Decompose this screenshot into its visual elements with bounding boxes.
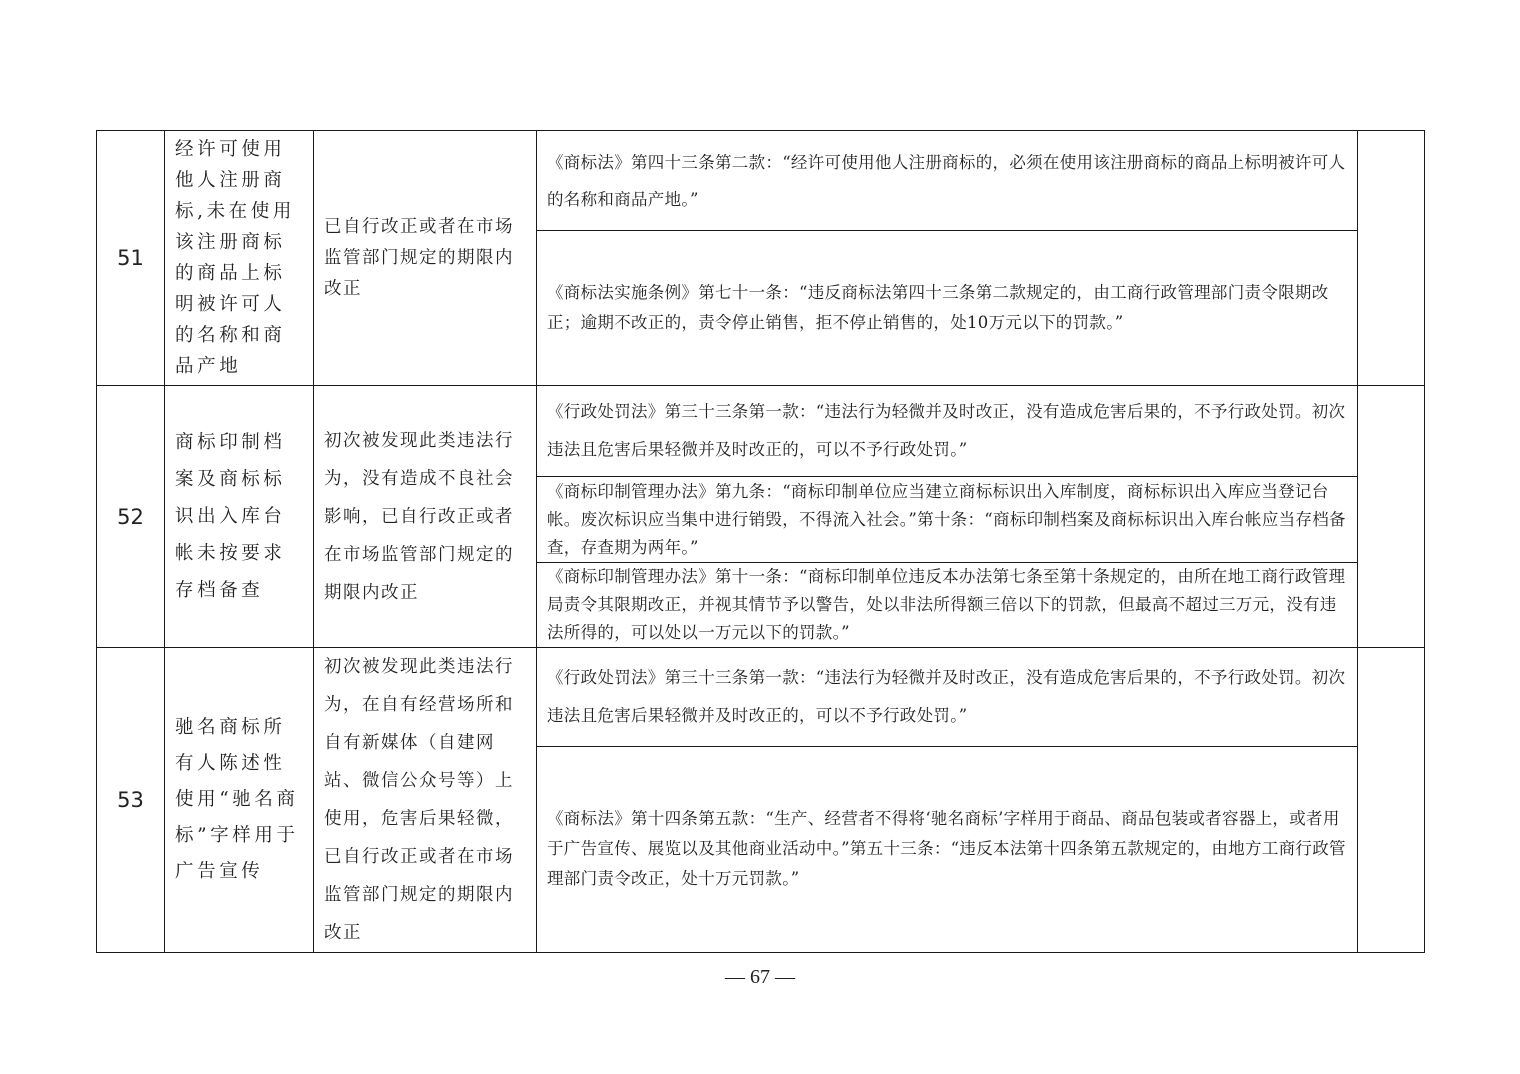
row-number: 53 [97, 648, 165, 953]
legal-basis-cell: 《行政处罚法》第三十三条第一款：“违法行为轻微并及时改正，没有造成危害后果的，不予行政处罚。初次违法且危害后果轻微并及时改正的，可以不予行政处罚。” [537, 648, 1358, 747]
legal-basis-cell: 《商标法实施条例》第七十一条：“违反商标法第四十三条第二款规定的，由工商行政管理部门责令限期改正；逾期不改正的，责令停止销售，拒不停止销售的，处10万元以下的罚款。” [537, 231, 1358, 386]
violation-cell: 经许可使用他人注册商标,未在使用该注册商标的商品上标明被许可人的名称和商品产地 [165, 131, 314, 386]
regulation-table [96, 130, 1425, 953]
legal-basis-cell: 《行政处罚法》第三十三条第一款：“违法行为轻微并及时改正，没有造成危害后果的，不予行政处罚。初次违法且危害后果轻微并及时改正的，可以不予行政处罚。” [537, 386, 1358, 477]
row-number: 51 [97, 131, 165, 386]
legal-basis-cell: 《商标印制管理办法》第十一条：“商标印制单位违反本办法第七条至第十条规定的，由所在地工商行政管理局责令其限期改正，并视其情节予以警告，处以非法所得额三倍以下的罚款，但最高不超过三万元，没有违法所得的，可以处以一万元以下的罚款。” [537, 563, 1358, 648]
conditions-cell: 初次被发现此类违法行为，在自有经营场所和自有新媒体（自建网站、微信公众号等）上使用，危害后果轻微，已自行改正或者在市场监管部门规定的期限内改正 [314, 648, 537, 953]
conditions-cell: 已自行改正或者在市场监管部门规定的期限内改正 [314, 131, 537, 386]
table-row [97, 648, 1425, 747]
remarks-cell [1358, 648, 1425, 953]
legal-basis-cell: 《商标印制管理办法》第九条：“商标印制单位应当建立商标标识出入库制度，商标标识出入库应当登记台帐。废次标识应当集中进行销毁，不得流入社会。”第十条：“商标印制档案及商标标识出入库台帐应当存档备查，存查期为两年。” [537, 477, 1358, 563]
violation-cell: 驰名商标所有人陈述性使用“驰名商标”字样用于广告宣传 [165, 648, 314, 953]
legal-basis-cell: 《商标法》第十四条第五款：“生产、经营者不得将‘驰名商标’字样用于商品、商品包装或者容器上，或者用于广告宣传、展览以及其他商业活动中。”第五十三条：“违反本法第十四条第五款规定的，由地方工商行政管理部门责令改正，处十万元罚款。” [537, 746, 1358, 952]
row-number: 52 [97, 386, 165, 648]
legal-basis-cell: 《商标法》第四十三条第二款：“经许可使用他人注册商标的，必须在使用该注册商标的商品上标明被许可人的名称和商品产地。” [537, 131, 1358, 231]
remarks-cell [1358, 131, 1425, 386]
remarks-cell [1358, 386, 1425, 648]
table-row [97, 131, 1425, 231]
page-number: — 67 — [725, 966, 795, 988]
table-row [97, 386, 1425, 477]
violation-cell: 商标印制档案及商标标识出入库台帐未按要求存档备查 [165, 386, 314, 648]
conditions-cell: 初次被发现此类违法行为，没有造成不良社会影响，已自行改正或者在市场监管部门规定的期限内改正 [314, 386, 537, 648]
